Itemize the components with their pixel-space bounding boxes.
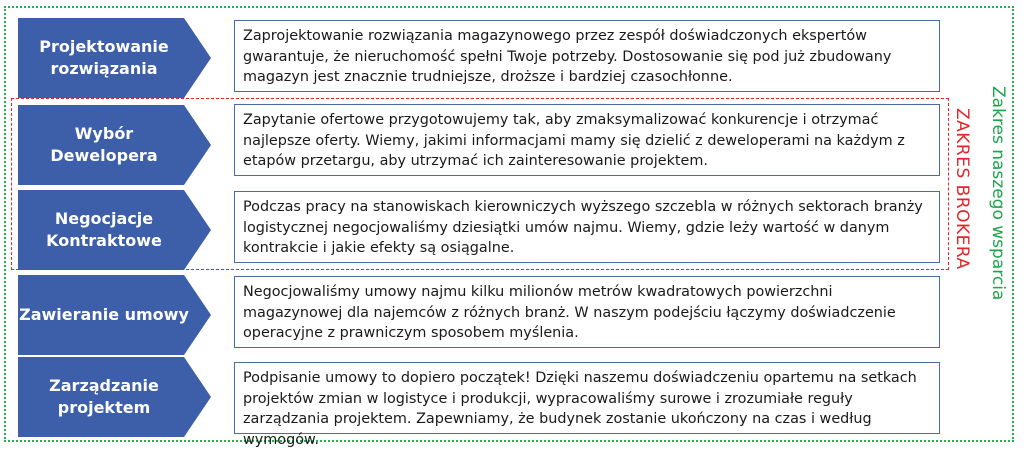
- step-projektowanie: [18, 18, 211, 98]
- broker-scope-label: ZAKRES BROKERA: [952, 108, 972, 270]
- step-description: Zaprojektowanie rozwiązania magazynowego przez zespół doświadczonych ekspertów gwarantuje, że nieruchomość spełni Twoje potrzeby. Dostosowanie się pod już zbudowany magazyn jest znacznie trudniejsze, droższe i bardziej czasochłonne.: [234, 20, 940, 92]
- step-title: Negocjacje Kontraktowe: [46, 209, 162, 250]
- step-title: Zarządzanie projektem: [49, 376, 159, 417]
- step-negocjacje: [18, 190, 211, 270]
- step-zawieranie-umowy: [18, 275, 211, 355]
- step-title: Projektowanie rozwiązania: [39, 37, 169, 78]
- step-title: Zawieranie umowy: [19, 305, 189, 324]
- step-wybor-dewelopera: [18, 105, 211, 185]
- step-description: Negocjowaliśmy umowy najmu kilku milionów metrów kwadratowych powierzchni magazynowej dla najemców z różnych branż. W naszym podejściu łączymy doświadczenie operacyjne z prawniczym sposobem myślenia.: [234, 276, 940, 348]
- step-zarzadzanie-projektem: [18, 357, 211, 437]
- support-scope-label: Zakres naszego wsparcia: [988, 86, 1008, 301]
- step-description: Podczas pracy na stanowiskach kierowniczych wyższego szczebla w różnych sektorach branży logistycznej negocjowaliśmy dziesiątki umów najmu. Wiemy, gdzie leży wartość w danym kontrakcie i jakie efekty są osiągalne.: [234, 191, 940, 263]
- step-title: Wybór Dewelopera: [50, 124, 158, 165]
- step-description: Podpisanie umowy to dopiero początek! Dzięki naszemu doświadczeniu opartemu na setkach projektów zmian w logistyce i produkcji, wypracowaliśmy surowe i zrozumiałe reguły zarządzania projektem. Zapewniamy, że budynek zostanie ukończony na czas i według wymogów.: [234, 362, 940, 434]
- step-description: Zapytanie ofertowe przygotowujemy tak, aby zmaksymalizować konkurencje i otrzymać najlepsze oferty. Wiemy, jakimi informacjami mamy się dzielić z deweloperami na każdym z etapów przetargu, aby utrzymać ich zainteresowanie projektem.: [234, 104, 940, 176]
